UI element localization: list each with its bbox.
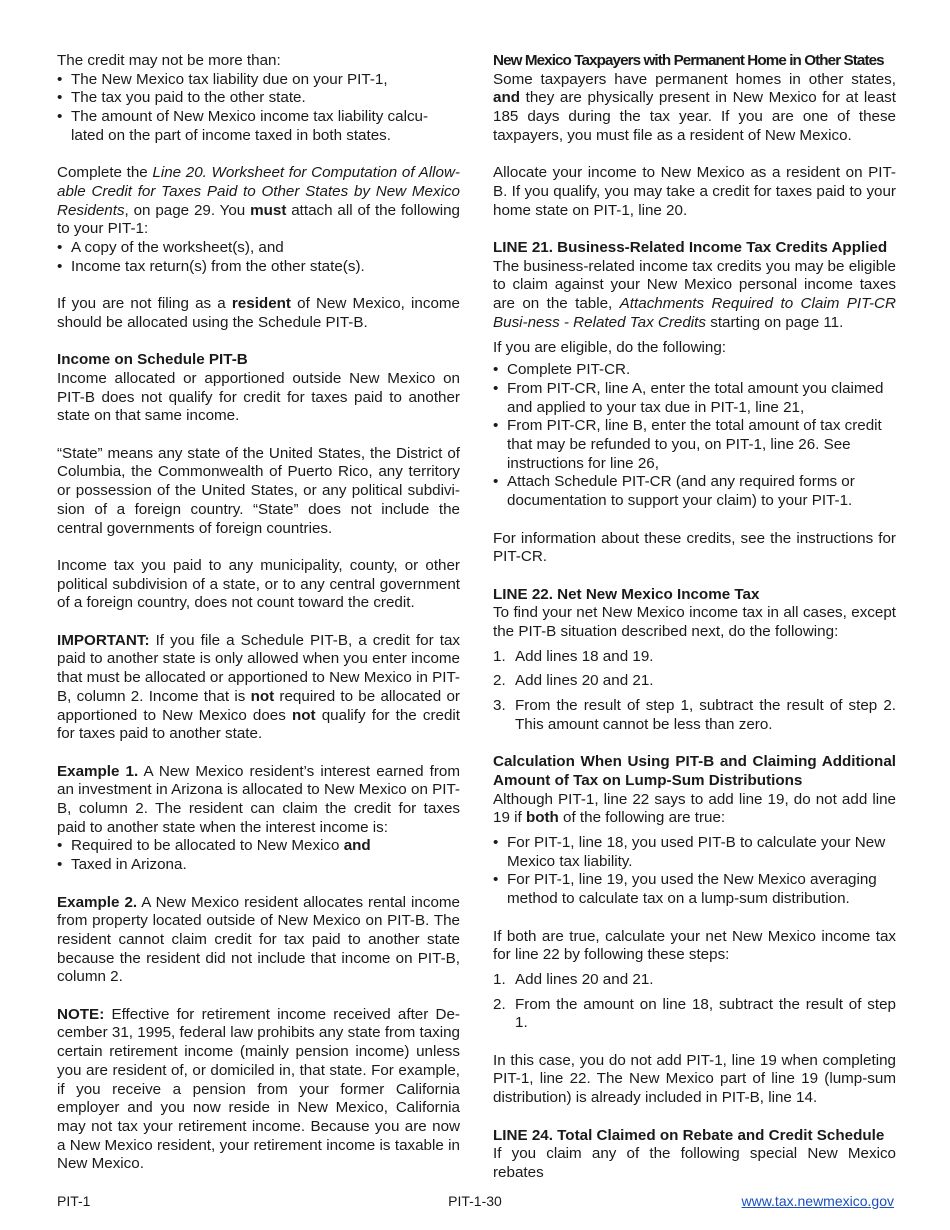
line-21-steps-list — [493, 361, 896, 511]
state-definition-paragraph: “State” means any state of the United States, the District of Columbia, the Commonwealth of Puerto Rico, any territory or possession of the United States, or any political subdivi-sion of a foreign country. “State” does not include the central governments of foreign countries. — [57, 444, 460, 537]
list-item: • Taxed in Arizona. — [57, 856, 460, 875]
list-item: • For PIT-1, line 18, you used PIT-B to calculate your New Mexico tax liability. — [493, 834, 896, 871]
line-22-steps-list — [493, 648, 896, 735]
list-item: 2. Add lines 20 and 21. — [493, 672, 654, 690]
calculation-conditions-list — [493, 834, 896, 909]
example-1-paragraph: Example 1. A New Mexico resident’s interest earned from an investment in Arizona is allocated to New Mexico on PIT-B, column 2. The resident can claim the credit for taxes paid to another state when the interest income is: — [57, 762, 460, 836]
important-paragraph: IMPORTANT: If you file a Schedule PIT-B, a credit for tax paid to another state is only allowed when you enter income that must be allocated or apportioned to New Mexico in PIT-B, column 2. Income that is not required to be allocated or apportioned to New Mexico does not qualify for the credit for taxes paid to another state. — [57, 631, 460, 743]
list-item: 3. From the result of step 1, subtract the result of step 2. This amount cannot be less than zero. — [493, 697, 896, 733]
list-item: • Complete PIT-CR. — [493, 361, 896, 380]
attachments-list — [57, 239, 460, 276]
both-true-steps-list — [493, 971, 896, 1033]
calculation-paragraph: Although PIT-1, line 22 says to add line 19, do not add line 19 if both of the following are true: — [493, 790, 896, 827]
allocate-paragraph: Allocate your income to New Mexico as a resident on PIT-B. If you qualify, you may take a credit for taxes paid to your home state on PIT-1, line 20. — [493, 164, 896, 219]
list-item: 1. Add lines 20 and 21. — [493, 970, 654, 988]
income-pitb-paragraph: Income allocated or apportioned outside New Mexico on PIT-B does not qualify for credit for taxes paid to another state on that same income. — [57, 369, 460, 425]
income-pitb-heading: Income on Schedule PIT-B — [57, 351, 248, 369]
credit-limits-list — [57, 71, 460, 146]
list-item: • Income tax return(s) from the other state(s). — [57, 258, 460, 277]
list-item: • The tax you paid to the other state. — [57, 89, 460, 108]
nonresident-paragraph: If you are not filing as a resident of New Mexico, income should be allocated using the Schedule PIT-B. — [57, 295, 460, 331]
footer-form-name: PIT-1 — [57, 1193, 91, 1209]
eligible-paragraph: If you are eligible, do the following: — [493, 338, 727, 356]
list-item: • Required to be allocated to New Mexico and — [57, 837, 460, 856]
list-item: • The amount of New Mexico income tax liability calcu-lated on the part of income taxed in both states. — [57, 108, 460, 145]
example-1-list — [57, 837, 460, 874]
line-24-paragraph: If you claim any of the following special New Mexico rebates — [493, 1145, 896, 1181]
permanent-home-heading: New Mexico Taxpayers with Permanent Home in Other States — [493, 52, 884, 69]
right-column — [493, 52, 896, 1183]
list-item: 1. Add lines 18 and 19. — [493, 647, 654, 665]
line-21-heading: LINE 21. Business-Related Income Tax Credits Applied — [493, 239, 888, 256]
list-item: • Attach Schedule PIT-CR (and any required forms or documentation to support your claim) to your PIT-1. — [493, 473, 896, 510]
list-item: • From PIT-CR, line A, enter the total amount you claimed and applied to your tax due in PIT-1, line 21, — [493, 380, 896, 417]
note-paragraph: NOTE: Effective for retirement income received after De-cember 31, 1995, federal law prohibits any state from taxing certain retirement income (mainly pension income) unless you are resident of, or domiciled in, that state. For example, if you receive a pension from your former California employer and you now reside in New Mexico, California may not tax your retirement income. Because you are now a New Mexico resident, your retirement income is taxable in New Mexico. — [57, 1005, 460, 1173]
list-item: • From PIT-CR, line B, enter the total amount of tax credit that may be refunded to you, on PIT-1, line 26. See instructions for line 26, — [493, 417, 896, 473]
footer-website-link[interactable]: www.tax.newmexico.gov — [741, 1193, 894, 1209]
list-item: 2. From the amount on line 18, subtract the result of step 1. — [493, 995, 896, 1032]
in-this-case-paragraph: In this case, you do not add PIT-1, line 19 when completing PIT-1, line 22. The New Mexico part of line 19 (lump-sum distribution) is already included in PIT-B, line 14. — [493, 1051, 896, 1107]
calculation-heading: Calculation When Using PIT-B and Claiming Additional Amount of Tax on Lump-Sum Distributions — [493, 753, 896, 789]
line-24-heading: LINE 24. Total Claimed on Rebate and Credit Schedule — [493, 1126, 885, 1144]
list-item: • A copy of the worksheet(s), and — [57, 239, 460, 258]
worksheet-instructions: Complete the Line 20. Worksheet for Computation of Allow-able Credit for Taxes Paid to Other States by New Mexico Residents, on page 29. You must attach all of the following to your PIT-1: — [57, 164, 461, 238]
footer-page-number: PIT-1-30 — [448, 1193, 502, 1209]
pit-cr-info-paragraph: For information about these credits, see the instructions for PIT-CR. — [493, 529, 896, 566]
credit-intro: The credit may not be more than: — [57, 52, 281, 69]
permanent-home-paragraph: Some taxpayers have permanent homes in other states, and they are physically present in New Mexico for at least 185 days during the tax year. If you are one of these taxpayers, you must file as a resident of New Mexico. — [493, 70, 896, 144]
municipality-paragraph: Income tax you paid to any municipality, county, or other political subdivision of a state, or to any central government of a foreign country, does not count toward the credit. — [57, 556, 460, 612]
both-true-paragraph: If both are true, calculate your net New Mexico income tax for line 22 by following these steps: — [493, 927, 896, 964]
left-column — [57, 52, 460, 1174]
line-21-paragraph: The business-related income tax credits you may be eligible to claim against your New Mexico personal income taxes are on the table, Attachments Required to Claim PIT-CR Busi-ness - Related Tax Credits starting on page 11. — [493, 257, 896, 331]
example-2-paragraph: Example 2. A New Mexico resident allocates rental income from property located outside of New Mexico on PIT-B. The resident cannot claim credit for tax paid to another state because the resident did not include that income on PIT-B, column 2. — [57, 893, 460, 986]
line-22-paragraph: To find your net New Mexico income tax in all cases, except the PIT-B situation described next, do the following: — [493, 604, 896, 641]
list-item: • For PIT-1, line 19, you used the New Mexico averaging method to calculate tax on a lump-sum distribution. — [493, 871, 896, 908]
list-item: • The New Mexico tax liability due on your PIT-1, — [57, 71, 460, 90]
line-22-heading: LINE 22. Net New Mexico Income Tax — [493, 585, 760, 603]
